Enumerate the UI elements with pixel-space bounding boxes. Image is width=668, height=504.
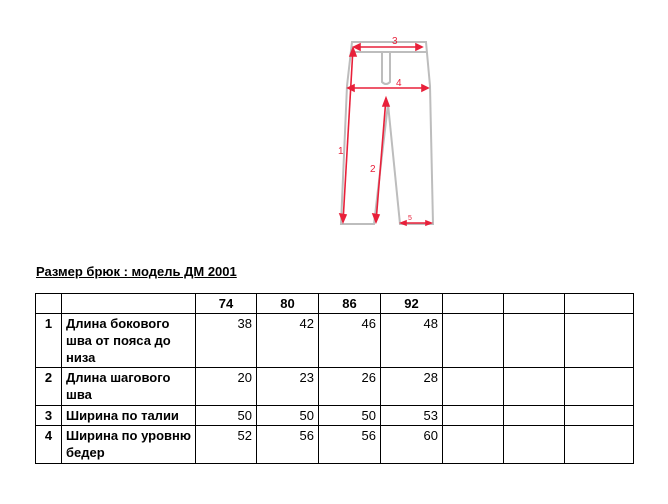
value-cell: 23 <box>257 368 319 406</box>
pants-outline <box>341 42 433 224</box>
table-row <box>36 314 634 368</box>
header-cell <box>36 294 62 314</box>
header-cell <box>62 294 196 314</box>
value-cell: 50 <box>257 406 319 426</box>
value-cell: 38 <box>196 314 257 368</box>
measurement-lines <box>340 44 431 225</box>
measure-label-3: 3 <box>392 36 398 47</box>
size-table <box>35 293 634 464</box>
empty-cell <box>565 426 634 464</box>
measure-label-4: 4 <box>396 78 402 89</box>
empty-cell <box>565 314 634 368</box>
empty-cell <box>504 314 565 368</box>
empty-cell <box>565 406 634 426</box>
table-row <box>36 426 634 464</box>
value-cell: 28 <box>381 368 443 406</box>
empty-cell <box>443 368 504 406</box>
measure-label-2: 2 <box>370 164 376 175</box>
value-cell: 52 <box>196 426 257 464</box>
value-cell: 20 <box>196 368 257 406</box>
value-cell: 50 <box>319 406 381 426</box>
empty-cell <box>443 426 504 464</box>
empty-cell <box>443 314 504 368</box>
row-label: Ширина по уровню бедер <box>62 426 196 464</box>
measure-label-5: 5 <box>408 215 412 222</box>
row-label: Длина бокового шва от пояса до низа <box>62 314 196 368</box>
document-title: Размер брюк : модель ДМ 2001 <box>36 264 237 279</box>
header-row <box>36 294 634 314</box>
header-cell-size: 80 <box>257 294 319 314</box>
pants-diagram-svg <box>300 26 472 250</box>
empty-cell <box>504 406 565 426</box>
header-cell <box>443 294 504 314</box>
row-number: 2 <box>36 368 62 406</box>
value-cell: 60 <box>381 426 443 464</box>
row-label: Ширина по талии <box>62 406 196 426</box>
value-cell: 56 <box>257 426 319 464</box>
table-row <box>36 406 634 426</box>
empty-cell <box>504 368 565 406</box>
empty-cell <box>504 426 565 464</box>
measure-label-1: 1 <box>338 146 344 157</box>
row-number: 1 <box>36 314 62 368</box>
value-cell: 48 <box>381 314 443 368</box>
table-row <box>36 368 634 406</box>
value-cell: 50 <box>196 406 257 426</box>
value-cell: 53 <box>381 406 443 426</box>
header-cell-size: 86 <box>319 294 381 314</box>
value-cell: 46 <box>319 314 381 368</box>
header-cell-size: 92 <box>381 294 443 314</box>
row-number: 4 <box>36 426 62 464</box>
header-cell <box>565 294 634 314</box>
header-cell-size: 74 <box>196 294 257 314</box>
value-cell: 42 <box>257 314 319 368</box>
row-label: Длина шагового шва <box>62 368 196 406</box>
header-cell <box>504 294 565 314</box>
empty-cell <box>565 368 634 406</box>
value-cell: 26 <box>319 368 381 406</box>
empty-cell <box>443 406 504 426</box>
value-cell: 56 <box>319 426 381 464</box>
row-number: 3 <box>36 406 62 426</box>
pants-measurement-diagram <box>300 26 472 250</box>
